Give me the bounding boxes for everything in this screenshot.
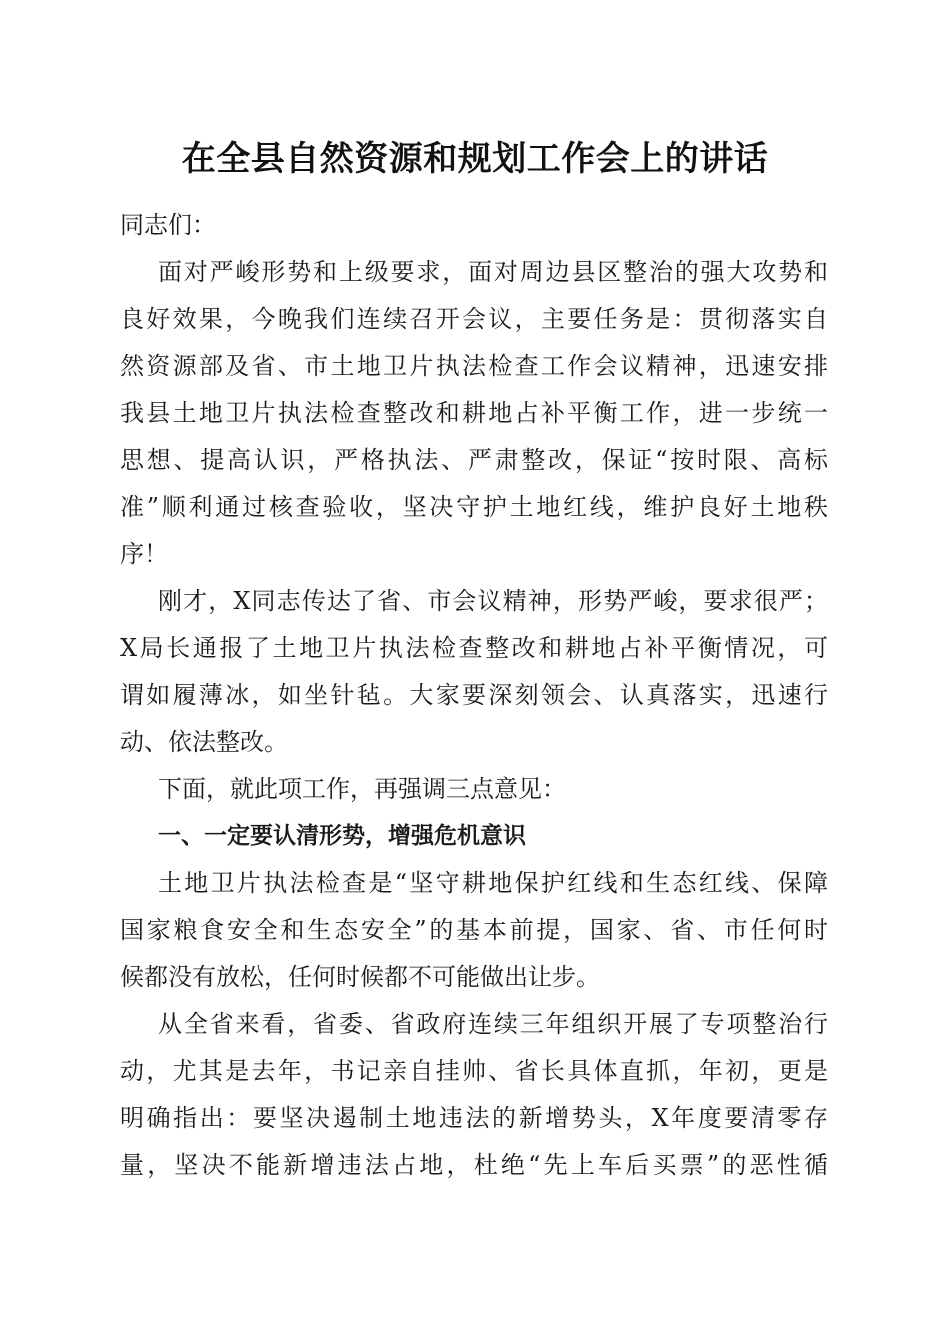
paragraph-line: 序！ bbox=[120, 540, 168, 568]
paragraph-line: 刚才，X同志传达了省、市会议精神，形势严峻，要求很严； bbox=[158, 587, 828, 615]
paragraph-line: 然资源部及省、市土地卫片执法检查工作会议精神，迅速安排 bbox=[120, 352, 828, 380]
paragraph-line: 良好效果，今晚我们连续召开会议，主要任务是：贯彻落实自 bbox=[120, 305, 828, 333]
paragraph-line: 候都没有放松，任何时候都不可能做出让步。 bbox=[120, 963, 600, 991]
paragraph-3 bbox=[120, 766, 828, 813]
greeting-line: 同志们： bbox=[120, 211, 216, 239]
section-heading: 一、一定要认清形势，增强危机意识 bbox=[158, 823, 526, 849]
paragraph-line: 明确指出：要坚决遏制土地违法的新增势头，X年度要清零存 bbox=[120, 1104, 828, 1132]
paragraph-line: 从全省来看，省委、省政府连续三年组织开展了专项整治行 bbox=[158, 1010, 828, 1038]
paragraph-line: 面对严峻形势和上级要求，面对周边县区整治的强大攻势和 bbox=[158, 258, 828, 286]
paragraph-line: 准”顺利通过核查验收，坚决守护土地红线，维护良好土地秩 bbox=[120, 493, 828, 521]
paragraph-line: 动、依法整改。 bbox=[120, 728, 288, 756]
document-title: 在全县自然资源和规划工作会上的讲话 bbox=[181, 139, 769, 179]
document-body bbox=[120, 202, 828, 1189]
paragraph-line: 思想、提高认识，严格执法、严肃整改，保证“按时限、高标 bbox=[120, 446, 828, 474]
paragraph-line: 动，尤其是去年，书记亲自挂帅、省长具体直抓，年初，更是 bbox=[120, 1057, 828, 1085]
section-paragraph-2 bbox=[120, 1001, 828, 1189]
paragraph-line: X局长通报了土地卫片执法检查整改和耕地占补平衡情况，可 bbox=[120, 634, 828, 662]
paragraph-line: 下面，就此项工作，再强调三点意见： bbox=[158, 775, 566, 803]
paragraph-line: 土地卫片执法检查是“坚守耕地保护红线和生态红线、保障 bbox=[158, 869, 828, 897]
paragraph-2 bbox=[120, 578, 828, 766]
paragraph-line: 谓如履薄冰，如坐针毡。大家要深刻领会、认真落实，迅速行 bbox=[120, 681, 828, 709]
paragraph-line: 我县土地卫片执法检查整改和耕地占补平衡工作，进一步统一 bbox=[120, 399, 828, 427]
paragraph-1 bbox=[120, 249, 828, 578]
paragraph-line: 量，坚决不能新增违法占地，杜绝“先上车后买票”的恶性循 bbox=[120, 1151, 828, 1179]
section-paragraph-1 bbox=[120, 860, 828, 1001]
paragraph-line: 国家粮食安全和生态安全”的基本前提，国家、省、市任何时 bbox=[120, 916, 828, 944]
